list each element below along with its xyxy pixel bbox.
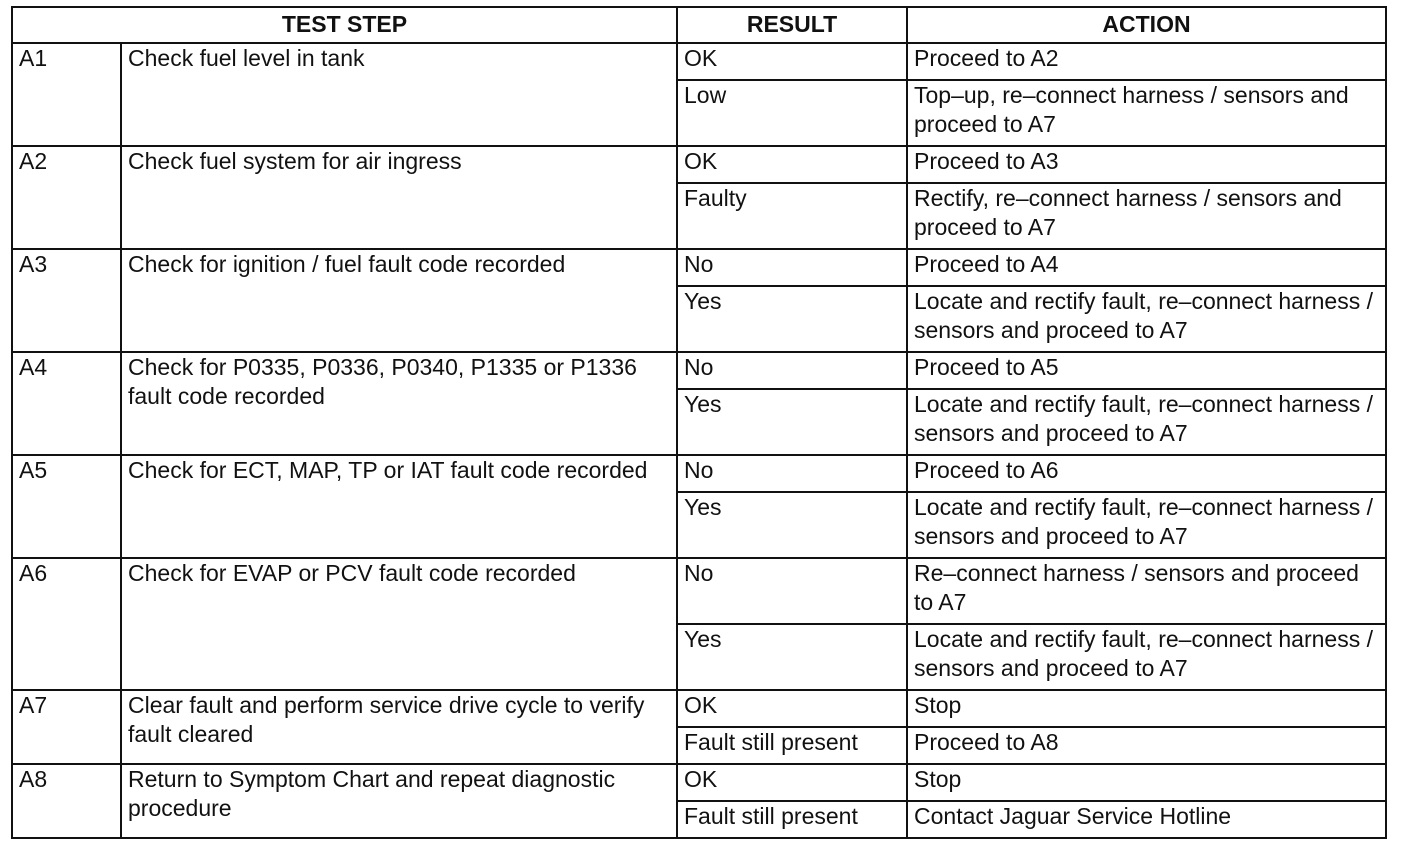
table-row [12, 690, 1386, 727]
action-cell: Locate and rectify fault, re–connect harness / sensors and proceed to A7 [907, 492, 1386, 558]
result-cell: Yes [677, 492, 907, 558]
result-cell: OK [677, 146, 907, 183]
result-cell: OK [677, 764, 907, 801]
action-cell: Rectify, re–connect harness / sensors and proceed to A7 [907, 183, 1386, 249]
action-cell: Locate and rectify fault, re–connect harness / sensors and proceed to A7 [907, 624, 1386, 690]
header-result: RESULT [677, 7, 907, 43]
action-cell: Proceed to A5 [907, 352, 1386, 389]
action-cell: Proceed to A8 [907, 727, 1386, 764]
step-description: Check for EVAP or PCV fault code recorded [121, 558, 677, 690]
step-description: Clear fault and perform service drive cycle to verify fault cleared [121, 690, 677, 764]
step-id: A7 [12, 690, 121, 764]
action-cell: Proceed to A4 [907, 249, 1386, 286]
result-cell: Yes [677, 389, 907, 455]
table-row [12, 558, 1386, 624]
result-cell: Low [677, 80, 907, 146]
step-description: Return to Symptom Chart and repeat diagnostic procedure [121, 764, 677, 838]
result-cell: No [677, 352, 907, 389]
action-cell: Re–connect harness / sensors and proceed to A7 [907, 558, 1386, 624]
result-cell: Faulty [677, 183, 907, 249]
result-cell: OK [677, 43, 907, 80]
step-id: A2 [12, 146, 121, 249]
header-test-step: TEST STEP [12, 7, 677, 43]
step-description: Check for P0335, P0336, P0340, P1335 or P1336 fault code recorded [121, 352, 677, 455]
action-cell: Top–up, re–connect harness / sensors and proceed to A7 [907, 80, 1386, 146]
table-row [12, 146, 1386, 183]
result-cell: OK [677, 690, 907, 727]
result-cell: Yes [677, 624, 907, 690]
step-description: Check for ignition / fuel fault code recorded [121, 249, 677, 352]
table-row [12, 352, 1386, 389]
table-row [12, 455, 1386, 492]
action-cell: Proceed to A3 [907, 146, 1386, 183]
step-id: A8 [12, 764, 121, 838]
action-cell: Contact Jaguar Service Hotline [907, 801, 1386, 838]
action-cell: Locate and rectify fault, re–connect harness / sensors and proceed to A7 [907, 389, 1386, 455]
action-cell: Proceed to A2 [907, 43, 1386, 80]
table-row [12, 764, 1386, 801]
result-cell: Fault still present [677, 801, 907, 838]
step-id: A6 [12, 558, 121, 690]
table-row [12, 43, 1386, 80]
result-cell: Fault still present [677, 727, 907, 764]
step-description: Check fuel system for air ingress [121, 146, 677, 249]
step-id: A3 [12, 249, 121, 352]
step-id: A4 [12, 352, 121, 455]
table-row [12, 249, 1386, 286]
action-cell: Stop [907, 690, 1386, 727]
result-cell: Yes [677, 286, 907, 352]
result-cell: No [677, 455, 907, 492]
header-row [12, 7, 1386, 43]
header-action: ACTION [907, 7, 1386, 43]
action-cell: Proceed to A6 [907, 455, 1386, 492]
step-id: A1 [12, 43, 121, 146]
action-cell: Locate and rectify fault, re–connect harness / sensors and proceed to A7 [907, 286, 1386, 352]
step-description: Check for ECT, MAP, TP or IAT fault code recorded [121, 455, 677, 558]
action-cell: Stop [907, 764, 1386, 801]
step-id: A5 [12, 455, 121, 558]
result-cell: No [677, 558, 907, 624]
result-cell: No [677, 249, 907, 286]
step-description: Check fuel level in tank [121, 43, 677, 146]
diagnostic-table [11, 6, 1387, 839]
